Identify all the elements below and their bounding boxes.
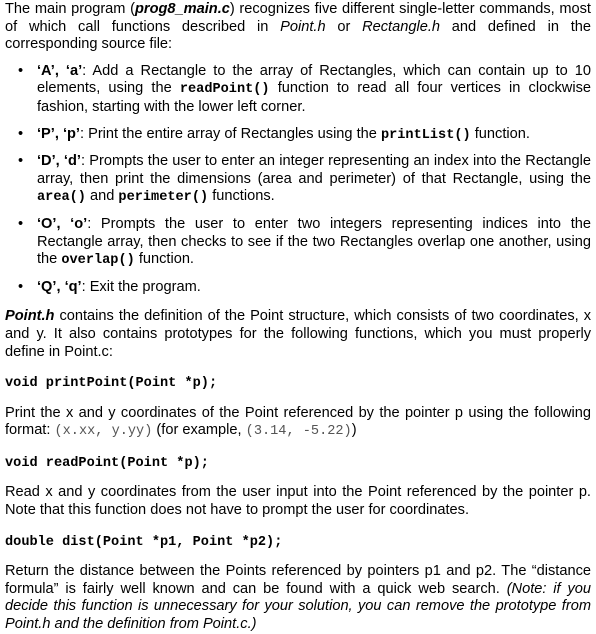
format-example: (3.14, -5.22) <box>245 424 352 440</box>
code-function: perimeter() <box>118 190 209 206</box>
description-text: Read x and y coordinates from the user input into the Point referenced by the pointer p. Note that this function does not have to prompt the user for coordinates. <box>5 484 591 519</box>
description-text: Print the x and y coordinates of the Point referenced by the pointer p using the following format: <box>5 404 591 439</box>
command-keys: ‘D’, ‘d’ <box>37 153 81 170</box>
pointh-paragraph <box>5 308 591 361</box>
command-keys: ‘Q’, ‘q’ <box>37 278 82 295</box>
command-text: : Add a Rectangle to the array of Rectangles, which can contain up to 10 elements, using the <box>37 62 591 97</box>
point-header-ref: Point.h <box>280 18 326 35</box>
command-text: function to read all four vertices in clockwise fashion, starting with the lower left corner. <box>37 80 591 115</box>
intro-text: and defined in the corresponding source file: <box>5 18 591 53</box>
function-description <box>5 484 591 519</box>
main-file-name: prog8_main.c <box>134 1 230 17</box>
intro-text: The main program ( <box>5 1 135 17</box>
command-text: : Prompts the user to enter an integer representing an index into the Rectangle array, then print the dimensions (area and perimeter) of that Rectangle, using the <box>37 153 591 187</box>
code-function: readPoint() <box>179 82 270 98</box>
command-item-print <box>5 126 591 145</box>
bullet-icon: • <box>18 62 24 79</box>
bullet-icon: • <box>18 215 24 232</box>
command-text: function. <box>134 251 194 268</box>
function-signature: void printPoint(Point *p); <box>5 376 218 392</box>
description-text: ) <box>351 422 357 439</box>
format-example: (x.xx, y.yy) <box>54 424 153 440</box>
bullet-icon: • <box>18 278 24 295</box>
bullet-icon: • <box>18 153 24 170</box>
bullet-icon: • <box>18 125 24 142</box>
code-function: overlap() <box>61 253 135 269</box>
code-function: area() <box>37 190 86 206</box>
command-text: and <box>85 188 119 205</box>
command-keys: ‘A’, ‘a’ <box>37 62 83 79</box>
description-text: Return the distance between the Points referenced by pointers p1 and p2. The “distance formula” is fairly well known and can be found with a quick web search. <box>5 563 591 597</box>
function-description <box>5 405 591 441</box>
command-item-add <box>5 63 591 117</box>
pointh-text: contains the definition of the Point structure, which consists of two coordinates, x and y. It also contains prototypes for the following functions, which you must properly define in Point.c: <box>5 308 591 360</box>
command-text: functions. <box>208 188 275 205</box>
function-description <box>5 563 591 633</box>
command-item-dimensions <box>5 153 591 207</box>
function-signature: void readPoint(Point *p); <box>5 455 209 471</box>
command-text: : Exit the program. <box>81 278 201 295</box>
command-text: : Print the entire array of Rectangles using the <box>79 125 381 142</box>
intro-text: ) recognizes five different single-letter commands, most of which call functions described in <box>5 1 591 35</box>
command-text: : Prompts the user to enter two integers representing indices into the Rectangle array, then checks to see if the two Rectangles overlap one another, using the <box>37 215 591 268</box>
point-header-name: Point.h <box>5 308 55 325</box>
intro-paragraph <box>5 1 591 54</box>
command-text: function. <box>470 125 530 142</box>
command-keys: ‘O’, ‘o’ <box>37 215 88 232</box>
function-signature: double dist(Point *p1, Point *p2); <box>5 534 283 550</box>
code-function: printList() <box>380 127 471 143</box>
intro-text: or <box>325 18 363 35</box>
rectangle-header-ref: Rectangle.h <box>362 18 440 35</box>
command-item-overlap <box>5 216 591 270</box>
command-list <box>5 63 591 297</box>
note-text: (Note: if you decide this function is unnecessary for your solution, you can remove the prototype from Point.h and the definition from Point.c.) <box>5 580 591 633</box>
description-text: (for example, <box>152 422 246 439</box>
command-keys: ‘P’, ‘p’ <box>37 125 80 142</box>
command-item-quit <box>5 279 591 297</box>
